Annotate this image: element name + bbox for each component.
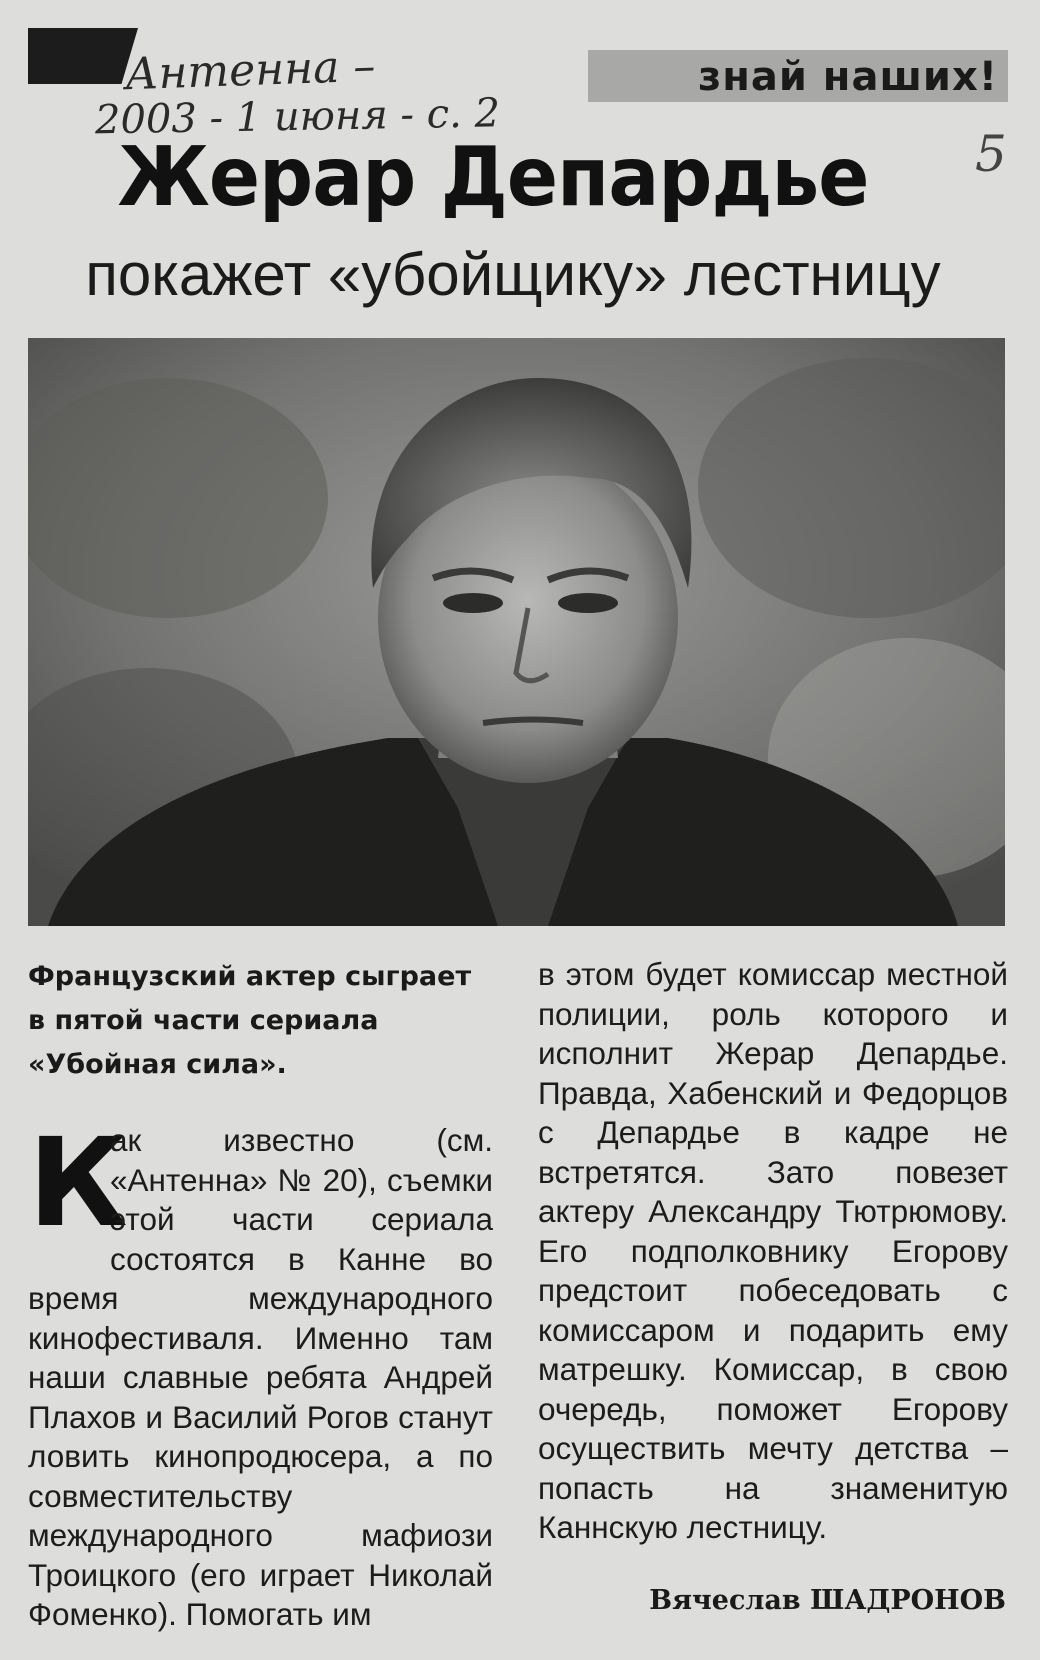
actor-photo — [28, 338, 1005, 926]
handwritten-page-mark: 5 — [975, 125, 1007, 183]
article-body-left — [28, 1112, 493, 1635]
drop-cap: К — [28, 1112, 128, 1254]
author-byline: Вячеслав ШАДРОНОВ — [649, 1585, 1006, 1616]
portrait-image — [28, 338, 1005, 926]
handwritten-source: Антенна – — [124, 40, 377, 101]
headline: Жерар Депардье — [117, 130, 869, 225]
article-column-left — [28, 955, 493, 1635]
rubric-label: знай наших! — [697, 54, 998, 100]
article-text-right: в этом будет комиссар местной полиции, роль которого и исполнит Жерар Депардье. Правда, Хабенский и Федорцов с Депардье в кадре не встретятся. Зато повезет актеру Александру Тютрюмову. Его подполковнику Егорову предстоит побеседовать с комиссаром и подарить ему матрешку. Комиссар, в свою очередь, поможет Егорову осуществить мечту детства – попасть на знаменитую Каннскую лестницу. — [538, 956, 1008, 1545]
subheadline: покажет «убойщику» лестницу — [85, 241, 941, 308]
article-text-left: ак известно (см. «Антенна» № 20), съемки этой части сериала состоятся в Канне во время международного кинофестиваля. Именно там наши славные ребята Андрей Плахов и Василий Рогов станут ловить кинопродюсера, а по совместительству международного мафиози Троицкого (его играет Николай Фоменко). Помогать им — [28, 1122, 493, 1632]
article-column-right — [538, 955, 1008, 1548]
article-lead: Французский актер сыграет в пятой части сериала «Убойная сила». — [28, 961, 472, 1080]
handwritten-date: 2003 - 1 июня - с. 2 — [94, 90, 501, 144]
